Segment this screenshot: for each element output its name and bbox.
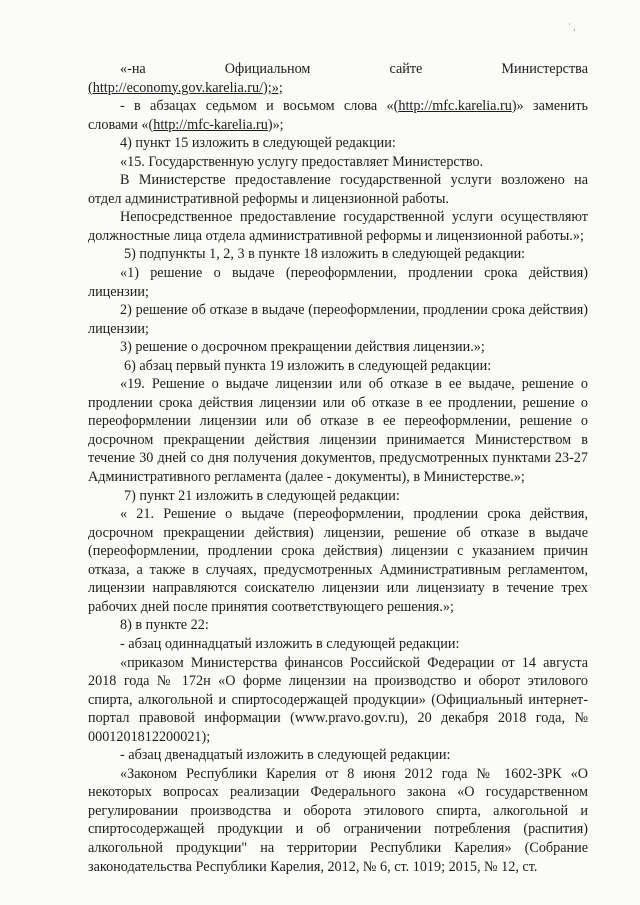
paragraph-7: Непосредственное предоставление государственной услуги осуществляют должностные лица отдела административной реформы и лицензионной работы.»;	[88, 209, 588, 244]
paragraph-17: - абзац одиннадцатый изложить в следующей редакции:	[120, 635, 460, 652]
paragraph-19: - абзац двенадцатый изложить в следующей редакции:	[120, 747, 451, 764]
paragraph-mfc-replace: - в абзацах седьмом и восьмом слова «(http://mfc.karelia.ru)» заменить словами «(http://mfc-karelia.ru)»;	[88, 98, 588, 133]
paragraph-10: 2) решение об отказе в выдаче (переоформлении, продлении срока действия) лицензии;	[88, 302, 588, 337]
paragraph-11: 3) решение о досрочном прекращении действия лицензии.»;	[120, 339, 485, 356]
mfc-link-old[interactable]: http://mfc.karelia.ru	[398, 98, 512, 115]
paragraph-13: «19. Решение о выдаче лицензии или об отказе в ее выдаче, решение о продлении срока действия лицензии или об отказе в ее продлении, решение о переоформлении лицензии или об отказе в ее переоформлении, решение о досрочном прекращении действия лицензии принимается Министерством в течение 30 дней со дня получения документов, предусмотренных пунктами 23-27 Административного регламента (далее - документы), в Министерстве.»;	[88, 376, 588, 486]
paragraph-14: 7) пункт 21 изложить в следующей редакции:	[124, 487, 400, 504]
corner-mark: ´ ,	[568, 22, 576, 32]
paragraph-8: 5) подпункты 1, 2, 3 в пункте 18 изложить в следующей редакции:	[124, 246, 526, 263]
line-official-site: «-на Официальном сайте Министерства	[120, 61, 588, 77]
paragraph-15: « 21. Решение о выдаче (переоформлении, продлении срока действия, досрочном прекращении действия) лицензии, решение об отказе в выдаче (переоформлении, продлении срока действия) лицензии с указанием причин отказа, а также в случаях, предусмотренных Административным регламентом, лицензии направляются соискателю лицензии или лицензиату в течение трех рабочих дней после принятия соответствующего решения.»;	[88, 506, 588, 615]
paragraph-20: «Законом Республики Карелия от 8 июня 2012 года № 1602-ЗРК «О некоторых вопросах реализации Федерального закона «О государственном регулировании производства и оборота этилового спирта, алкогольной и спиртосодержащей продукции и об ограничении потребления (распития) алкогольной продукции" на территории Республики Карелия» (Собрание законодательства Республики Карелия, 2012, № 6, ст. 1019; 2015, № 12, ст.	[88, 765, 588, 875]
paragraph-9: «1) решение о выдаче (переоформлении, продлении срока действия) лицензии;	[88, 265, 588, 300]
paragraph-5: «15. Государственную услугу предоставляет Министерство.	[120, 153, 484, 170]
economy-link[interactable]: (http://economy.gov.karelia.ru/);»;	[88, 79, 283, 96]
paragraph-18: «приказом Министерства финансов Российской Федерации от 14 августа 2018 года № 172н «О форме лицензии на производство и оборот этилового спирта, алкогольной и спиртосодержащей продукции» (Официальный интернет-портал правовой информации (www.pravo.gov.ru), 20 декабря 2018 года, № 0001201812200021);	[88, 654, 588, 745]
paragraph-16: 8) в пункте 22:	[120, 617, 209, 634]
paragraph-6: В Министерстве предоставление государственной услуги возложено на отдел административной реформы и лицензионной работы.	[88, 172, 588, 207]
paragraph-4: 4) пункт 15 изложить в следующей редакции:	[120, 135, 396, 152]
mfc-link-new[interactable]: http://mfc-karelia.ru	[153, 116, 268, 133]
paragraph-12: 6) абзац первый пункта 19 изложить в следующей редакции:	[124, 357, 492, 374]
